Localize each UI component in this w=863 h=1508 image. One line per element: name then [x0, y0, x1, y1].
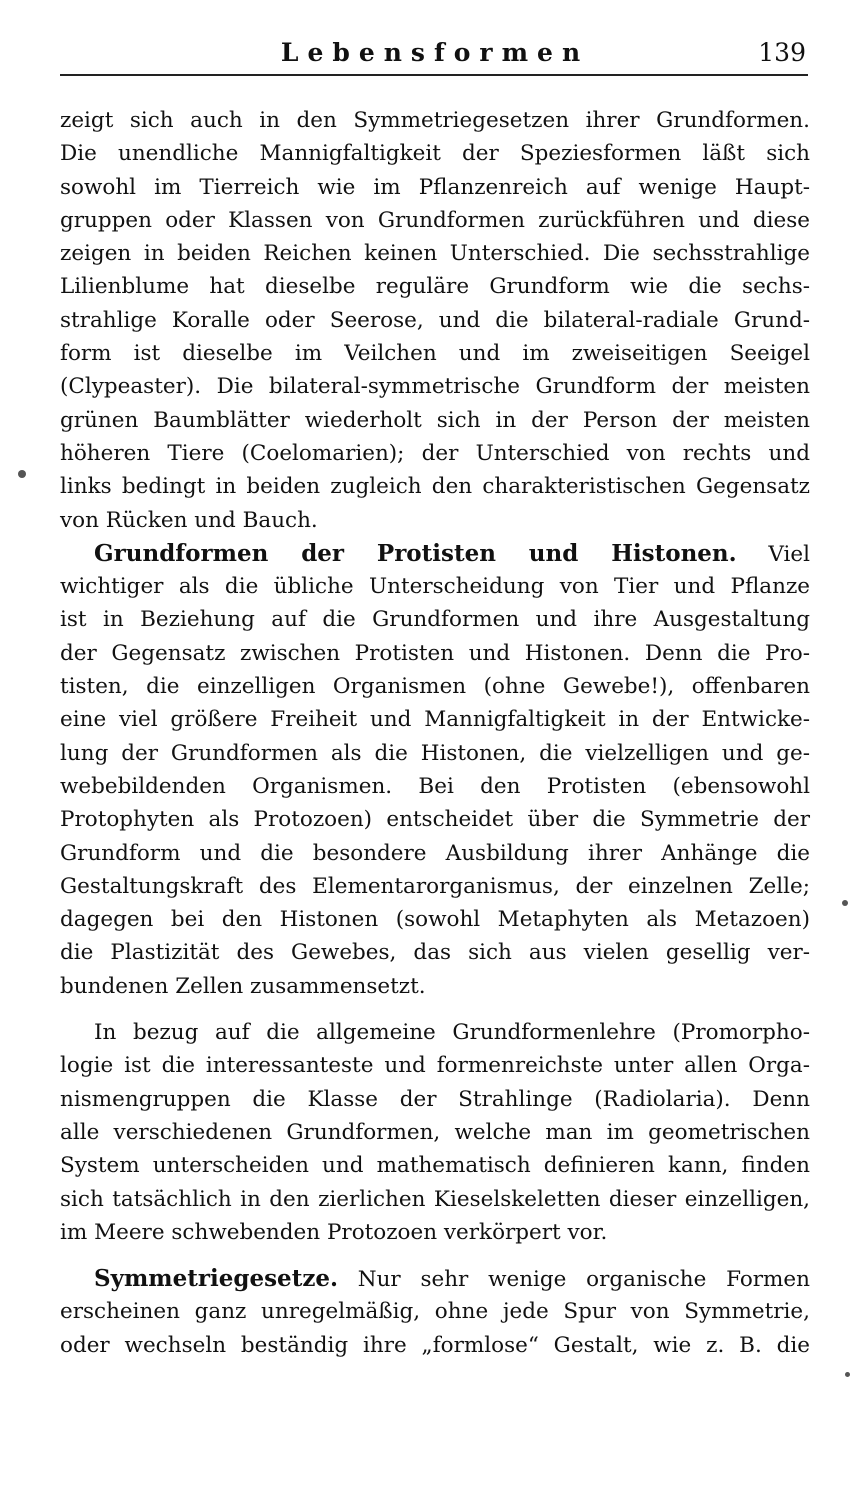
text-line: zeigt sich auch in den Symmetriegesetzen ihrer Grundformen. [60, 108, 810, 133]
text-line: eine viel größere Freiheit und Mannigfaltigkeit in der Entwicke- [60, 707, 810, 733]
text-line: tisten, die einzelligen Organismen (ohne Gewebe!), offenbaren [60, 674, 810, 700]
text-line: form ist dieselbe im Veilchen und im zweiseitigen Seeigel [60, 341, 810, 367]
text-line: gruppen oder Klassen von Grundformen zurückführen und diese [60, 207, 810, 233]
text-line: sich tatsächlich in den zierlichen Kieselskeletten dieser einzelligen, [60, 1186, 810, 1212]
paragraph-symmetriegesetze [60, 1262, 810, 1362]
text-run: Viel [736, 541, 810, 567]
paragraph-gap [60, 1003, 810, 1016]
margin-speck [18, 470, 26, 478]
body-text [60, 104, 810, 1362]
text-line: In bezug auf die allgemeine Grundformenlehre (Promorpho- [94, 1020, 810, 1046]
text-line: (Clypeaster). Die bilateral-symmetrische Grundform der meisten [60, 374, 810, 400]
heading-line [60, 1262, 810, 1295]
paragraph-protisten-histonen [60, 537, 810, 1003]
text-line: sowohl im Tierreich wie im Pflanzenreich auf wenige Haupt- [60, 174, 810, 200]
text-run: Nur sehr wenige organische Formen [338, 1267, 810, 1293]
text-line: Gestaltungskraft des Elementarorganismus, der einzelnen Zelle; [60, 873, 810, 899]
text-line: wichtiger als die übliche Unterscheidung von Tier und Pflanze [60, 574, 810, 600]
section-heading: Grundformen der Protisten und Histonen. [94, 539, 737, 567]
header-rule [60, 74, 808, 76]
paragraph-radiolaria [60, 1016, 810, 1249]
heading-line [60, 537, 810, 570]
text-line: Grundform und die besondere Ausbildung ihrer Anhänge die [60, 840, 810, 866]
text-line: oder wechseln beständig ihre „formlose“ Gestalt, wie z. B. die [60, 1332, 810, 1358]
text-line: logie ist die interessanteste und formenreichste unter allen Orga- [60, 1053, 810, 1079]
text-line: lung der Grundformen als die Histonen, die vielzelligen und ge- [60, 740, 810, 766]
text-line: webebildenden Organismen. Bei den Protisten (ebensowohl [60, 773, 810, 799]
text-line: von Rücken und Bauch. [60, 507, 318, 533]
text-line: Die unendliche Mannigfaltigkeit der Speziesformen läßt sich [60, 141, 810, 167]
margin-speck [842, 900, 848, 906]
margin-speck [845, 1372, 850, 1377]
text-line: ist in Beziehung auf die Grundformen und ihre Ausgestaltung [60, 607, 810, 633]
text-line: zeigen in beiden Reichen keinen Unterschied. Die sechsstrahlige [60, 241, 810, 267]
text-line: nismengruppen die Klasse der Strahlinge (Radiolaria). Denn [60, 1086, 810, 1112]
section-heading: Symmetriegesetze. [94, 1265, 339, 1293]
text-line: der Gegensatz zwischen Protisten und Histonen. Denn die Pro- [60, 640, 810, 666]
paragraph-symmetry-intro [60, 104, 810, 537]
text-line: bundenen Zellen zusammensetzt. [60, 973, 426, 999]
text-line: dagegen bei den Histonen (sowohl Metaphyten als Metazoen) [60, 907, 810, 933]
page-number: 139 [758, 38, 806, 67]
text-line: Lilienblume hat dieselbe reguläre Grundform wie die sechs- [60, 274, 810, 300]
text-line: die Plastizität des Gewebes, das sich aus vielen gesellig ver- [60, 940, 810, 966]
paragraph-gap [60, 1249, 810, 1262]
page-header [60, 36, 810, 76]
text-line: strahlige Koralle oder Seerose, und die bilateral-radiale Grund- [60, 307, 810, 333]
text-line: Protophyten als Protozoen) entscheidet über die Symmetrie der [60, 807, 810, 833]
text-line: erscheinen ganz unregelmäßig, ohne jede Spur von Symmetrie, [60, 1299, 810, 1325]
text-line: alle verschiedenen Grundformen, welche man im geometrischen [60, 1119, 810, 1145]
running-title: Lebensformen [280, 38, 590, 67]
text-line: höheren Tiere (Coelomarien); der Unterschied von rechts und [60, 440, 810, 466]
text-line: im Meere schwebenden Protozoen verkörpert vor. [60, 1219, 608, 1245]
text-line: links bedingt in beiden zugleich den charakteristischen Gegensatz [60, 474, 810, 500]
text-line: System unterscheiden und mathematisch definieren kann, finden [60, 1153, 810, 1179]
text-line: grünen Baumblätter wiederholt sich in der Person der meisten [60, 407, 810, 433]
